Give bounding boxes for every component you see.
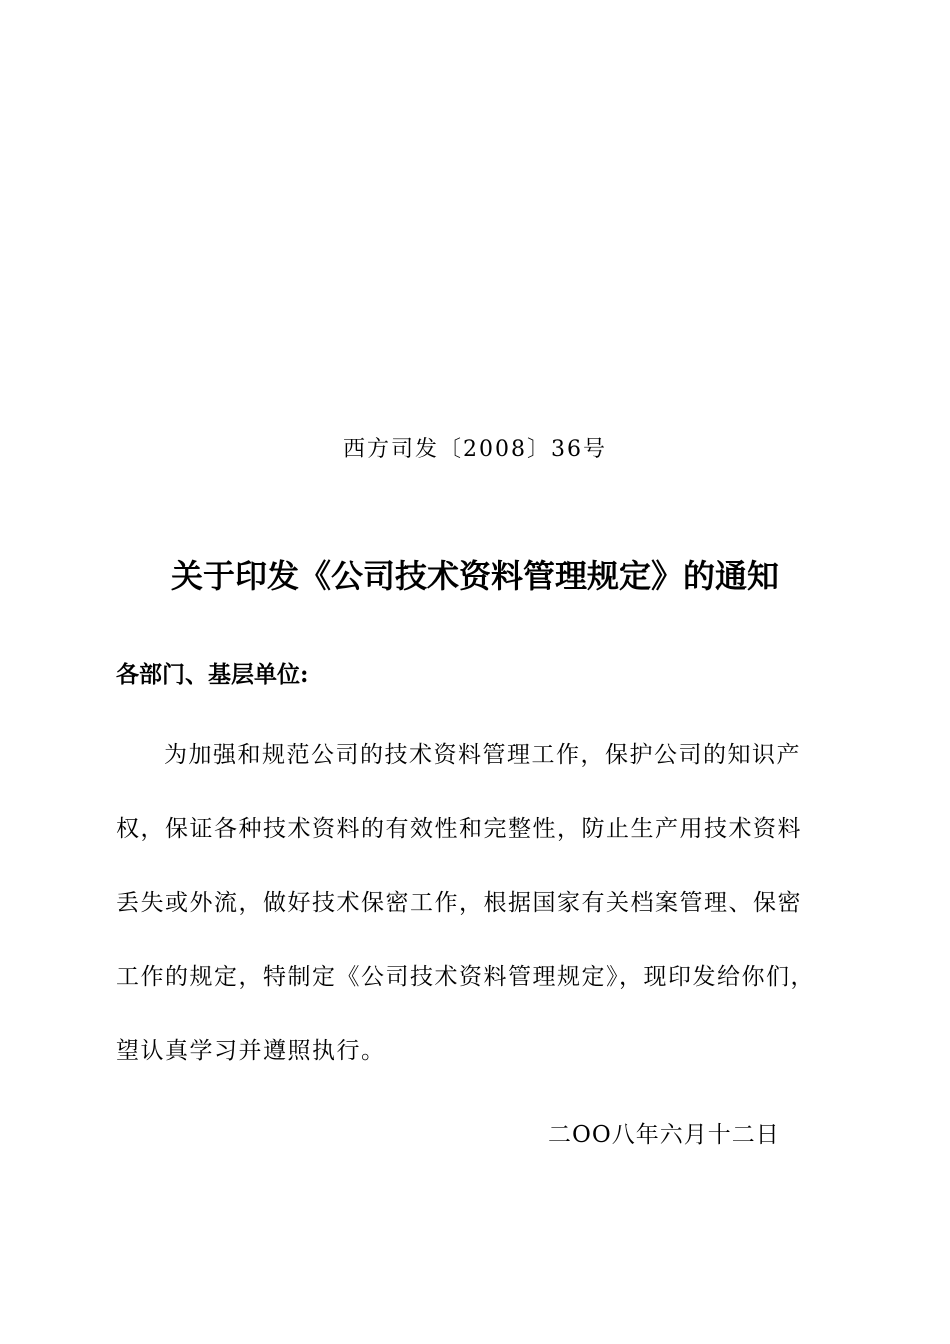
document-title: 关于印发《公司技术资料管理规定》的通知 [170,557,779,595]
body-line: 工作的规定，特制定《公司技术资料管理规定》，现印发给你们， [116,964,815,990]
salutation: 各部门、基层单位: [116,661,309,688]
document-date: 二OO八年六月十二日 [548,1122,780,1148]
body-paragraph [116,718,836,1088]
body-line: 权，保证各种技术资料的有效性和完整性，防止生产用技术资料 [116,816,802,842]
body-line: 望认真学习并遵照执行。 [116,1038,386,1064]
body-line: 丢失或外流，做好技术保密工作，根据国家有关档案管理、保密 [116,890,802,916]
document-number: 西方司发〔2008〕36号 [343,437,607,462]
body-line: 为加强和规范公司的技术资料管理工作，保护公司的知识产 [164,742,801,768]
